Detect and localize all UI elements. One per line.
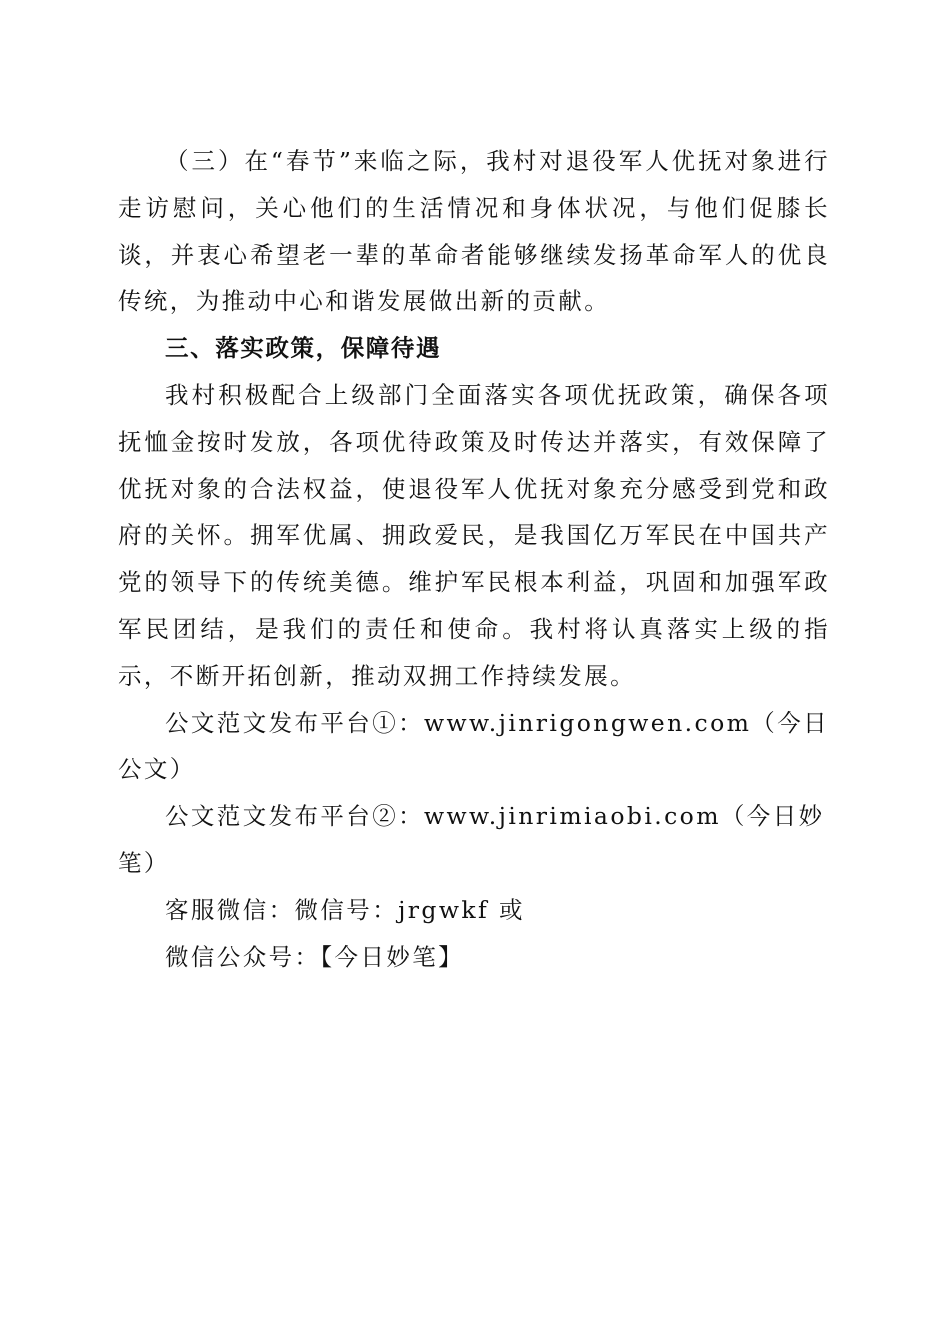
wechat-official-account: 微信公众号：【今日妙笔】 (165, 942, 465, 971)
section-heading: 三、落实政策，保障待遇 (165, 334, 442, 363)
paragraph-policy-implementation: 我村积极配合上级部门全面落实各项优抚政策，确保各项抚恤金按时发放，各项优待政策及时传达并落实，有效保障了优抚对象的合法权益，使退役军人优抚对象充分感受到党和政府的关怀。拥军优属、拥政爱民，是我国亿万军民在中国共产党的领导下的传统美德。维护军民根本利益，巩固和加强军政军民团结，是我们的责任和使命。我村将认真落实上级的指示，不断开拓创新，推动双拥工作持续发展。 (118, 380, 830, 690)
customer-service-wechat: 客服微信：微信号：jrgwkf 或 (165, 895, 525, 924)
paragraph-spring-festival-visit: （三）在“春节”来临之际，我村对退役军人优抚对象进行走访慰问，关心他们的生活情况和身体状况，与他们促膝长谈，并衷心希望老一辈的革命者能够继续发扬革命军人的优良传统，为推动中心和谐发展做出新的贡献。 (118, 147, 830, 316)
document-page (118, 138, 830, 980)
platform-link-1: 公文范文发布平台①：www.jinrigongwen.com（今日公文） (118, 708, 830, 784)
platform-link-2: 公文范文发布平台②：www.jinrimiaobi.com（今日妙笔） (118, 802, 825, 877)
